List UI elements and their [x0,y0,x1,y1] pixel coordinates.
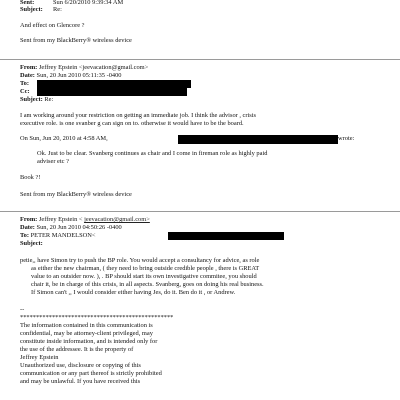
email2-subject-line: Subject: Re: [20,96,54,103]
email3-subject-line: Subject: [20,240,43,247]
disclaimer-line-5: Jeffrey Epstein [20,354,59,361]
email3-body-line-4: chair it, be in charge of this crisis, in all aspects. Svanberg, goes on doing his real business. [31,281,264,288]
email3-date-line: Date: Sun, 20 Jun 2010 04:50:26 -0400 [20,224,122,231]
disclaimer-line-3: constitute inside information, and is intended only for [20,338,158,345]
email1-body-line-2: Sent from my BlackBerry® wireless device [20,37,132,44]
separator-2 [0,211,400,212]
email1-body-line-1: And effect on Glencore ? [20,22,85,29]
quoted-line-2: adviser etc ? [37,158,69,165]
quoted-line-1: Ok. Just to be clear. Svanberg continues as chair and I come in fireman role as highly paid [37,150,268,157]
redaction-box [178,135,338,144]
email2-to-line: To: [20,80,29,87]
email3-from-line: From: Jeffrey Epstein < jeevacation@gmail.com> [20,216,150,223]
email2-cc-line: Cc: [20,88,30,95]
redaction-box [168,232,284,240]
top-subject-line [20,6,62,13]
disclaimer-line-8: and may be unlawful. If you have received this [20,378,141,385]
disclaimer-stars: ************************************************ [20,314,174,321]
quote-attribution-start: On Sun, Jun 20, 2010 at 4:58 AM, [20,135,108,142]
email2-from-line: From: Jeffrey Epstein <jeevacation@gmail.com> [20,64,149,71]
email2-date-line: Date: Sun, 20 Jun 2010 05:11:35 -0400 [20,72,122,79]
email3-body-line-1: petie,, have Simon try to push the BP role. You would accept a consultancy for advice, as role [20,257,260,264]
quote-attribution-end: wrote: [338,135,355,142]
disclaimer-line-6: Unauthorized use, disclosure or copying of this [20,362,141,369]
signature-dashes: -- [20,306,25,313]
email2-signature: Sent from my BlackBerry® wireless device [20,191,132,198]
disclaimer-line-1: The information contained in this communication is [20,322,153,329]
email2-body-line-1: I am working around your restriction on getting an immediate job. I think the advisor , crisis [20,112,257,119]
email2-body-line-2: executive role. is one svanber g can sign on to. otherwise it would have to be the board. [20,120,244,127]
email3-body-line-2: as either the new chairman, ( they need to bring outside credible people , there is GREAT [31,265,260,272]
subject-value: Re: [53,6,62,13]
disclaimer-line-4: the use of the addressee. It is the property of [20,346,134,353]
email3-body-line-3: value to an outsider now. ), . BP should start its own investigative commitee, you should [31,273,257,280]
sent-value: Sun 6/20/2010 9:39:34 AM [53,0,124,6]
disclaimer-line-2: confidential, may be attorney-client privileged, may [20,330,153,337]
redaction-box [37,88,187,96]
sent-label: Sent: [20,0,35,6]
redaction-box [37,80,191,88]
subject-label: Subject: [20,6,43,13]
email3-to-line: To: PETER MANDELSON< [20,232,96,239]
disclaimer-line-7: communication or any part thereof is strictly prohibited [20,370,162,377]
email3-body-line-5: If Simon can't ,, I would consider either having Jes, do it. Ben do it , or Andrew. [31,289,236,296]
separator-1 [0,59,400,60]
email2-extra-line: Book ?! [20,174,41,181]
